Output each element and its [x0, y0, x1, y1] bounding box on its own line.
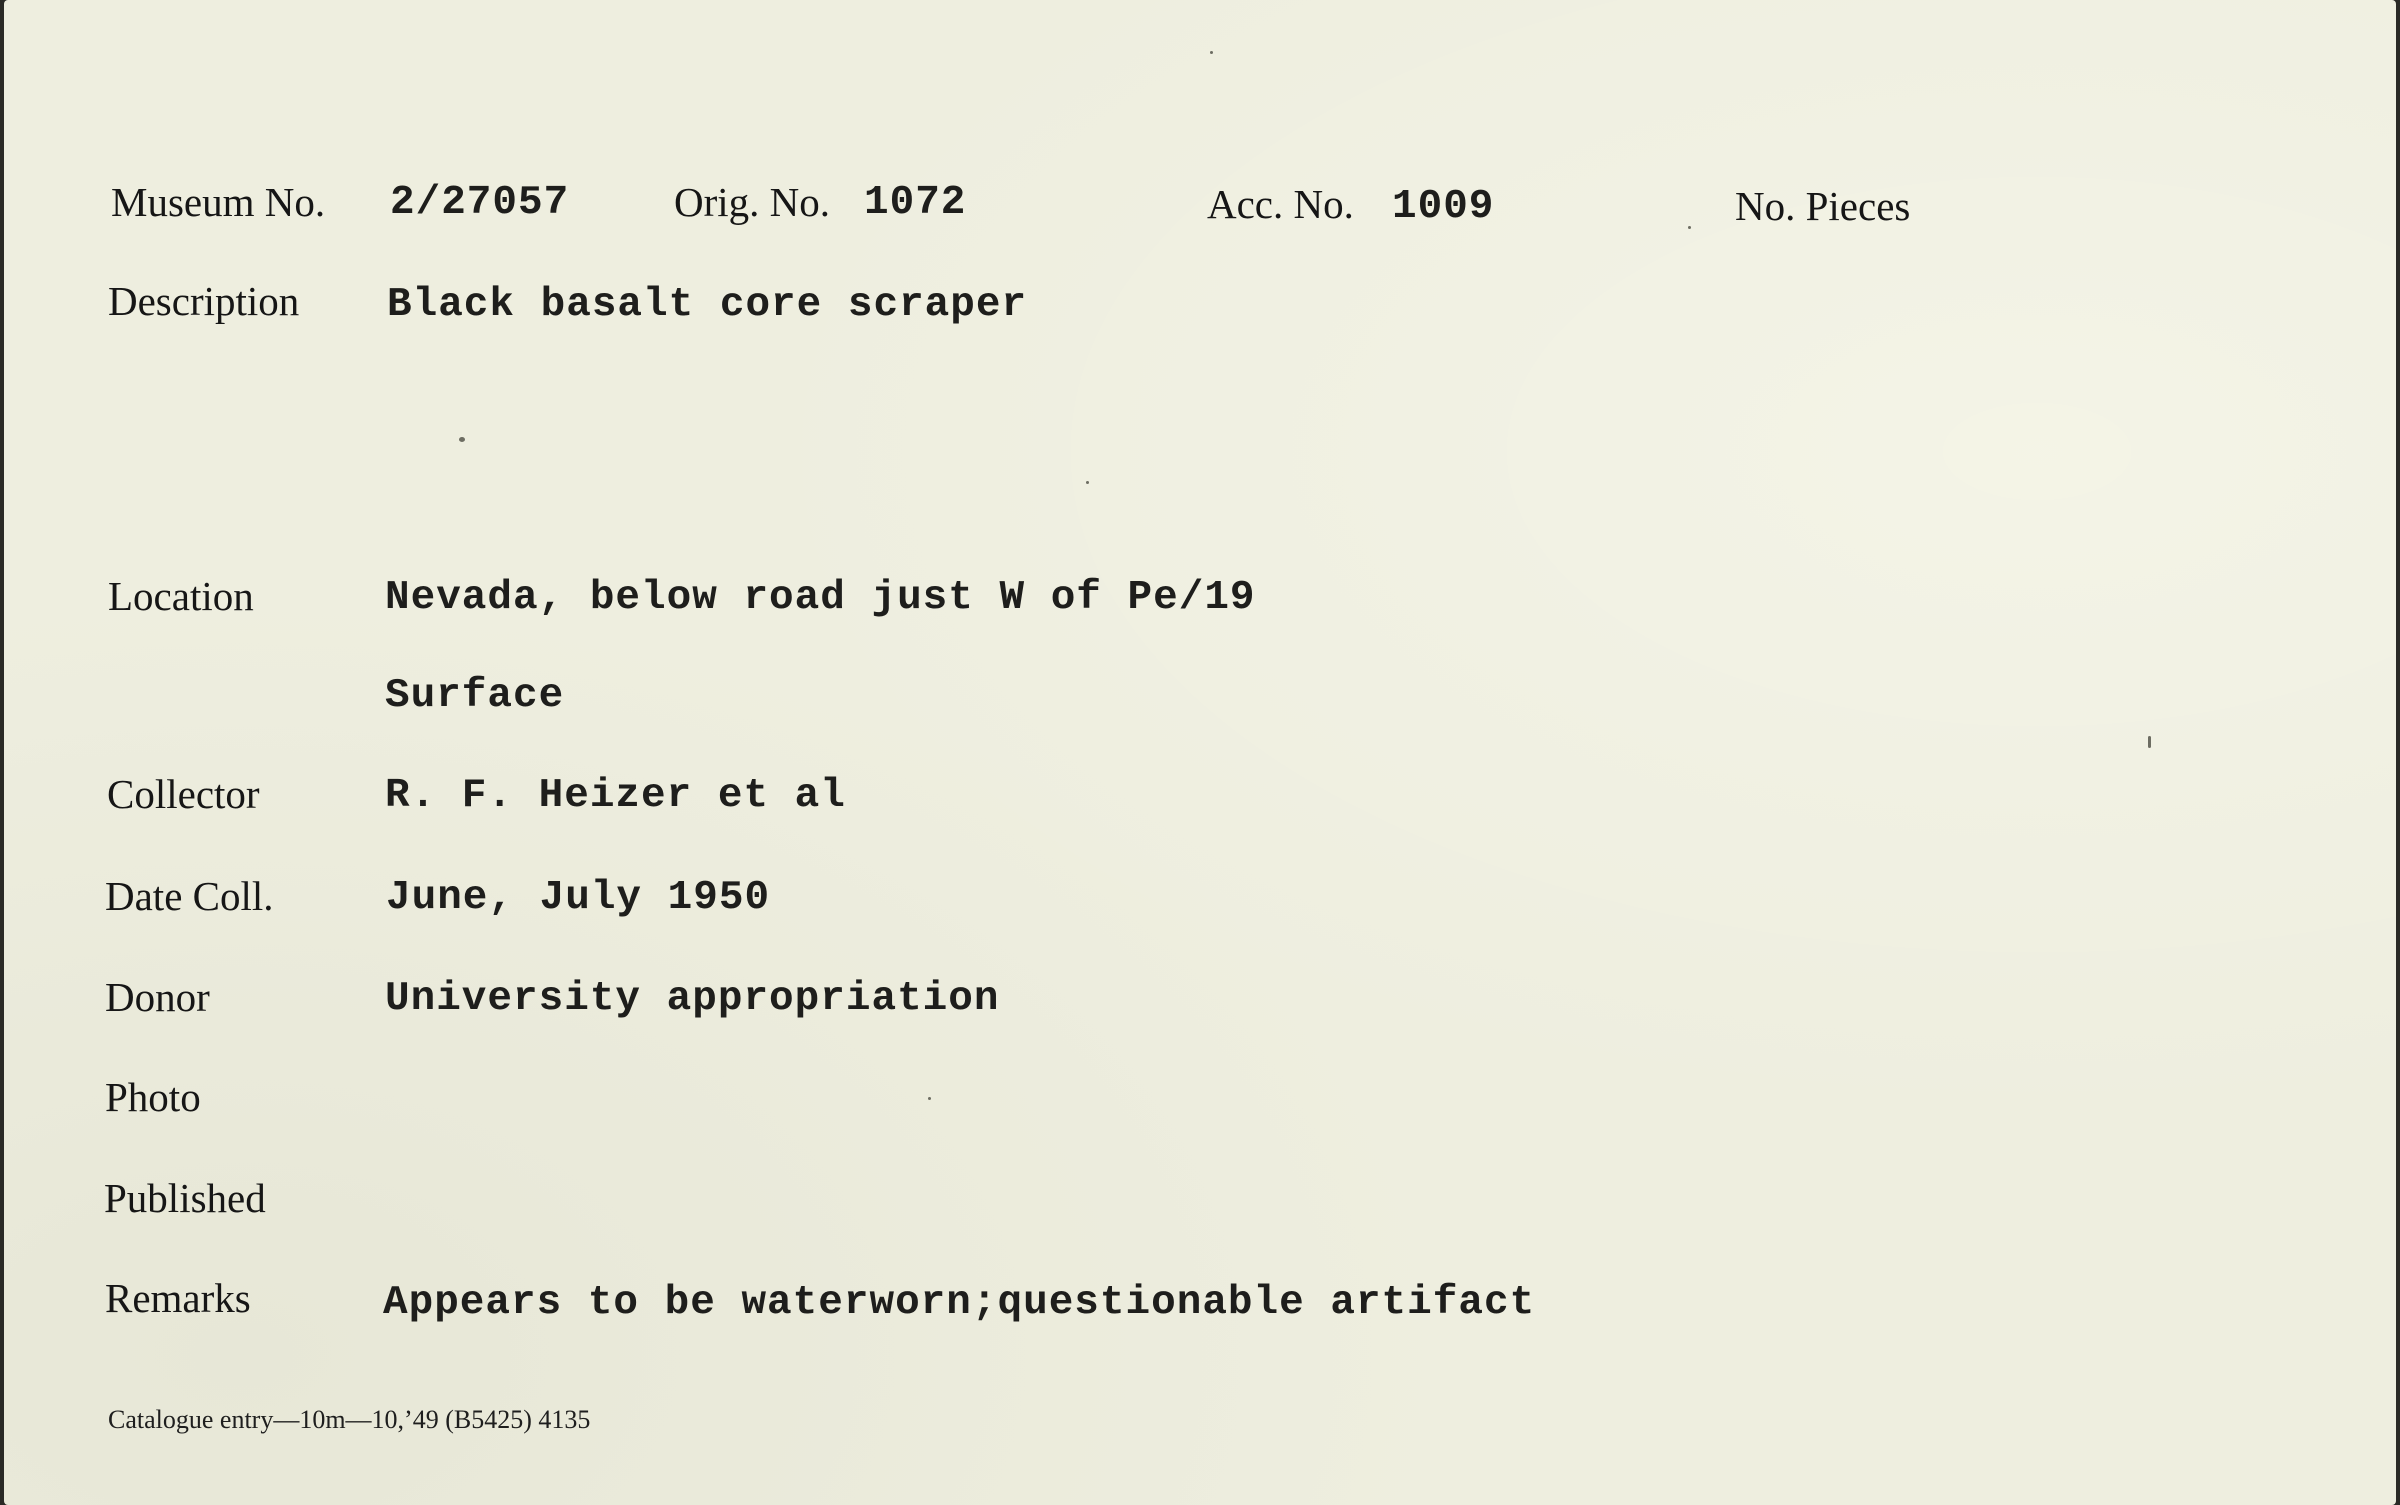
- museum-no-label: Museum No.: [111, 179, 326, 225]
- collector-value: R. F. Heizer et al: [385, 773, 846, 819]
- description-label: Description: [108, 278, 300, 324]
- published-label: Published: [104, 1175, 266, 1221]
- orig-no-value: 1072: [864, 180, 967, 226]
- paper-speck: [928, 1097, 931, 1100]
- donor-label: Donor: [105, 974, 210, 1020]
- acc-no-value: 1009: [1392, 184, 1495, 230]
- paper-speck: [1210, 51, 1213, 54]
- date-coll-value: June, July 1950: [386, 875, 771, 921]
- paper-speck: [2148, 736, 2151, 748]
- no-pieces-label: No. Pieces: [1735, 183, 1911, 229]
- card-edge: [2396, 0, 2400, 1505]
- catalogue-card: [4, 0, 2396, 1505]
- donor-value: University appropriation: [385, 976, 1000, 1022]
- location-value: Nevada, below road just W of Pe/19: [385, 575, 1256, 621]
- remarks-value: Appears to be waterworn;questionable artifact: [383, 1280, 1536, 1326]
- museum-no-value: 2/27057: [390, 180, 570, 226]
- paper-speck: [459, 437, 465, 442]
- description-value: Black basalt core scraper: [387, 282, 1028, 328]
- photo-label: Photo: [105, 1074, 201, 1120]
- location-label: Location: [108, 573, 254, 619]
- location-value-2: Surface: [385, 673, 565, 719]
- collector-label: Collector: [107, 771, 260, 817]
- catalogue-footer: Catalogue entry—10m—10,’49 (B5425) 4135: [108, 1405, 591, 1434]
- paper-speck: [1688, 226, 1691, 229]
- paper-speck: [1086, 481, 1089, 484]
- remarks-label: Remarks: [105, 1275, 251, 1321]
- date-coll-label: Date Coll.: [105, 873, 274, 919]
- orig-no-label: Orig. No.: [674, 179, 831, 225]
- acc-no-label: Acc. No.: [1207, 181, 1354, 227]
